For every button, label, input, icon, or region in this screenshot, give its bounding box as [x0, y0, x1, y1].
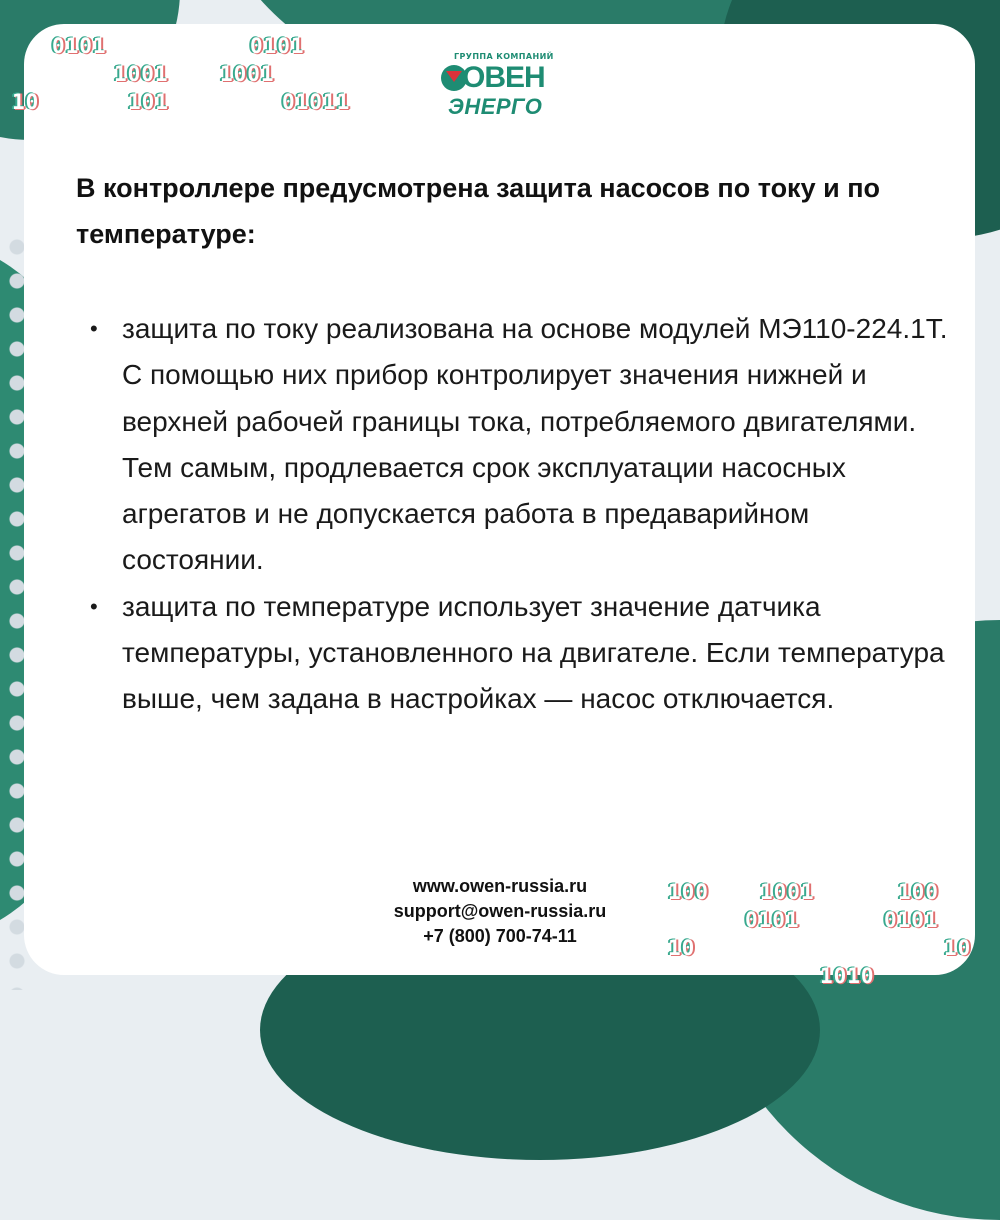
binary-text: 0101	[52, 34, 107, 58]
bullet-marker: •	[90, 593, 98, 619]
list-item	[76, 306, 956, 584]
owen-energo-logo	[440, 52, 562, 118]
website-link[interactable]: www.owen-russia.ru	[412, 876, 588, 896]
bullet-marker: •	[90, 316, 98, 341]
logo-sub-brand: ЭНЕРГО	[448, 94, 543, 119]
binary-text: 0101	[884, 908, 939, 932]
logo-brand: ОВЕН	[462, 61, 545, 94]
binary-text: 01011	[282, 90, 351, 114]
binary-text: 100	[668, 880, 709, 904]
bullet-list	[76, 306, 956, 723]
binary-text: 1001	[114, 62, 169, 86]
logo-group-label: ГРУППА КОМПАНИЙ	[454, 52, 554, 61]
binary-text: 0101	[250, 34, 305, 58]
binary-text: 101	[128, 90, 169, 114]
email-link[interactable]: support@owen-russia.ru	[393, 901, 607, 921]
binary-text: 100	[898, 880, 939, 904]
phone-number[interactable]: +7 (800) 700-74-11	[423, 926, 577, 946]
binary-text: 1001	[220, 62, 275, 86]
bullet-text: защита по температуре использует значение датчика температуры, установленного на двигателе. Если температура выше, чем задана в настройках — насос отключается.	[122, 590, 945, 715]
binary-text: 10	[12, 90, 40, 114]
list-item	[76, 584, 956, 723]
contact-block	[350, 874, 650, 949]
binary-text: 0101	[745, 908, 800, 932]
bullet-text: защита по току реализована на основе модулей МЭ110-224.1Т. С помощью них прибор контролирует значения нижней и верхней рабочей границы тока, потребляемого двигателями. Тем самым, продлевается срок эксплуатации насосных агрегатов и не допускается работа в предаварийном состоянии.	[122, 313, 948, 576]
binary-text: 10	[944, 936, 972, 960]
binary-text: 1010	[820, 964, 875, 988]
page-title: В контроллере предусмотрена защита насосов по току и по температуре:	[76, 173, 880, 249]
binary-text: 10	[668, 936, 696, 960]
binary-text: 1001	[760, 880, 815, 904]
